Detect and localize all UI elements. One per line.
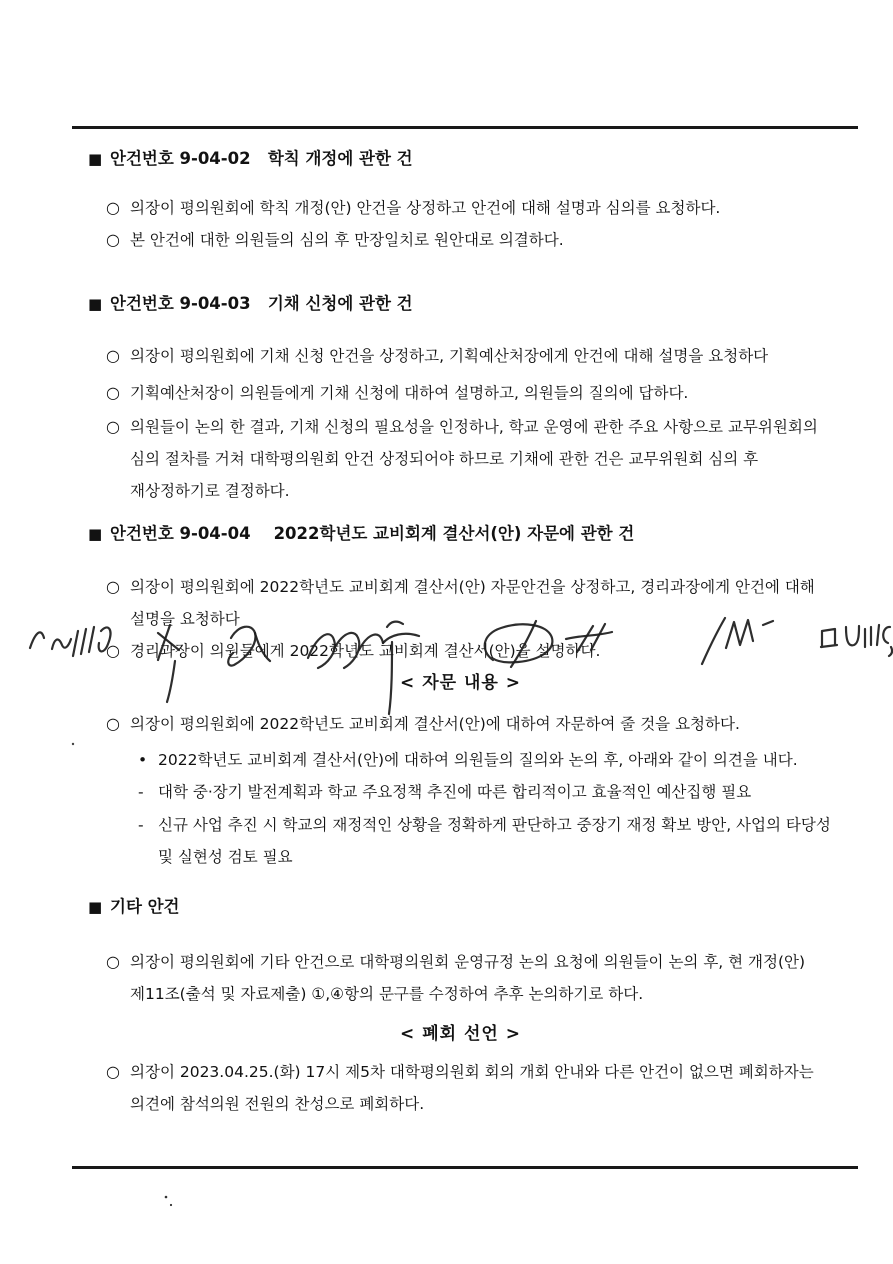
other-agenda-title: 기타 안건 (110, 897, 180, 916)
minute-text: 대학 중·장기 발전계획과 학교 주요정책 추진에 따른 합리적이고 효율적인 예산집행 필요 (158, 783, 752, 801)
minute-text: 경리과장이 의원들에게 2022학년도 교비회계 결산서(안)을 설명하다. (130, 642, 601, 660)
circle-bullet-icon: ○ (106, 641, 120, 660)
advice-request-item (88, 708, 833, 740)
square-bullet-icon: ■ (88, 150, 103, 168)
agenda-02-heading (88, 148, 833, 170)
minute-text: 의원들이 논의 한 결과, 기채 신청의 필요성을 인정하나, 학교 운영에 관한 주요 사항으로 교무위원회의 심의 절차를 거쳐 대학평의원회 안건 상정되어야 하므로 기채에 관한 건은 교무위원회 심의 후 재상정하기로 결정하다. (130, 418, 818, 500)
minute-text: 의장이 평의원회에 2022학년도 교비회계 결산서(안) 자문안건을 상정하고, 경리과장에게 안건에 대해 설명을 요청하다 (130, 578, 815, 628)
agenda-04-heading (88, 523, 833, 545)
minute-text: 의장이 평의원회에 기타 안건으로 대학평의원회 운영규정 논의 요청에 의원들이 논의 후, 현 개정(안) 제11조(출석 및 자료제출) ①,④항의 문구를 수정하여 추후 논의하기로 하다. (130, 953, 806, 1003)
agenda-04-item (88, 571, 833, 635)
agenda-02-item (88, 224, 833, 256)
agenda-02-item (88, 192, 833, 224)
agenda-03-item (88, 340, 833, 372)
opinion-detail-item (88, 776, 833, 808)
minute-text: 의장이 평의원회에 기채 신청 안건을 상정하고, 기획예산처장에게 안건에 대해 설명을 요청하다 (130, 347, 769, 365)
agenda-03-item (88, 377, 833, 409)
agenda-03-title: 안건번호 9-04-03 기채 신청에 관한 건 (110, 294, 413, 313)
minute-text: 의장이 2023.04.25.(화) 17시 제5차 대학평의원회 회의 개회 안내와 다른 안건이 없으면 폐회하자는 의견에 참석의원 전원의 찬성으로 폐회하다. (130, 1063, 814, 1113)
agenda-04-item-signed (88, 635, 833, 667)
circle-bullet-icon: ○ (106, 417, 120, 436)
bottom-rule (72, 1166, 858, 1169)
agenda-03-item (88, 411, 833, 507)
circle-bullet-icon: ○ (106, 952, 120, 971)
agenda-02-title: 안건번호 9-04-02 학칙 개정에 관한 건 (110, 149, 413, 168)
circle-bullet-icon: ○ (106, 714, 120, 733)
agenda-04-title: 안건번호 9-04-04 2022학년도 교비회계 결산서(안) 자문에 관한 건 (110, 524, 635, 543)
minute-text: 의장이 평의원회에 2022학년도 교비회계 결산서(안)에 대하여 자문하여 줄 것을 요청하다. (130, 715, 740, 733)
advice-section-title: < 자문 내용 > (400, 673, 521, 693)
minute-text: 의장이 평의원회에 학칙 개정(안) 안건을 상정하고 안건에 대해 설명과 심의를 요청하다. (130, 199, 721, 217)
dash-bullet-icon: - (138, 816, 144, 834)
minute-text: 본 안건에 대한 의원들의 심의 후 만장일치로 원안대로 의결하다. (130, 231, 564, 249)
square-bullet-icon: ■ (88, 525, 103, 543)
square-bullet-icon: ■ (88, 295, 103, 313)
opinion-item (88, 744, 833, 776)
circle-bullet-icon: ○ (106, 383, 120, 402)
minute-text: 신규 사업 추진 시 학교의 재정적인 상황을 정확하게 판단하고 중장기 재정 확보 방안, 사업의 타당성 및 실현성 검토 필요 (158, 816, 831, 866)
document-body (0, 140, 893, 1120)
circle-bullet-icon: ○ (106, 198, 120, 217)
dash-bullet-icon: - (138, 783, 144, 801)
agenda-03-heading (88, 293, 833, 315)
opinion-detail-item (88, 809, 833, 873)
circle-bullet-icon: ○ (106, 346, 120, 365)
minute-text: 기획예산처장이 의원들에게 기채 신청에 대하여 설명하고, 의원들의 질의에 답하다. (130, 384, 689, 402)
top-rule (72, 126, 858, 129)
circle-bullet-icon: ○ (106, 1062, 120, 1081)
closing-section-title: < 폐회 선언 > (400, 1024, 521, 1044)
circle-bullet-icon: ○ (106, 230, 120, 249)
other-agenda-heading (88, 896, 833, 918)
dot-bullet-icon: • (138, 751, 148, 769)
minute-text: 2022학년도 교비회계 결산서(안)에 대하여 의원들의 질의와 논의 후, 아래와 같이 의견을 내다. (158, 751, 798, 769)
other-agenda-item (88, 946, 833, 1010)
circle-bullet-icon: ○ (106, 577, 120, 596)
closing-item (88, 1056, 833, 1120)
square-bullet-icon: ■ (88, 898, 103, 916)
